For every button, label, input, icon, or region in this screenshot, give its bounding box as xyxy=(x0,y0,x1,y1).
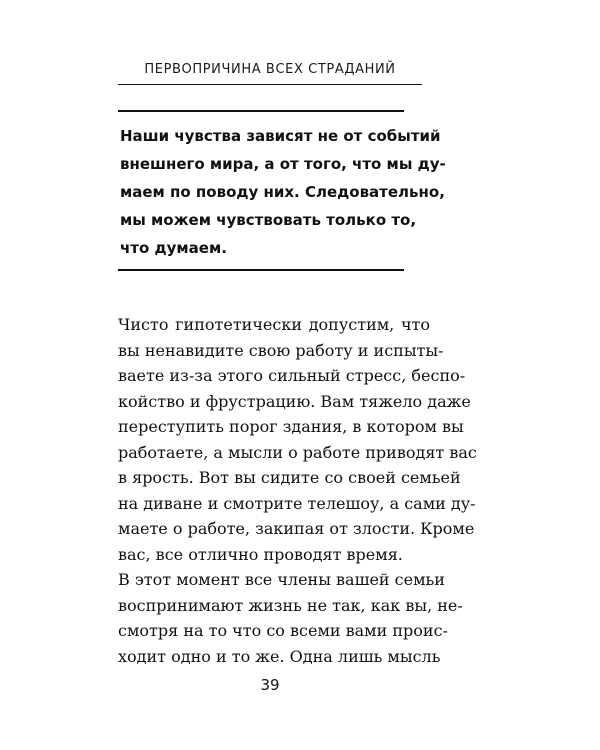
callout-line: маем по поводу них. Следовательно, xyxy=(120,183,445,201)
text-line: на диване и смотрите телешоу, а сами ду- xyxy=(118,493,476,513)
callout-quote xyxy=(120,122,446,262)
text-line: воспринимают жизнь не так, как вы, не- xyxy=(118,595,463,615)
callout-top-rule xyxy=(118,110,404,112)
text-line: маете о работе, закипая от злости. Кроме xyxy=(118,519,475,538)
callout-line: мы можем чувствовать только то, xyxy=(120,211,417,229)
callout-line: Наши чувства зависят не от событий xyxy=(120,127,441,145)
text-line: смотря на то что со всеми вами проис- xyxy=(118,621,448,640)
callout-line: что думаем. xyxy=(120,239,227,257)
callout-line: внешнего мира, а от того, что мы ду- xyxy=(120,155,446,173)
running-head: ПЕРВОПРИЧИНА ВСЕХ СТРАДАНИЙ xyxy=(144,62,396,77)
page-number: 39 xyxy=(260,676,280,694)
text-line: переступить порог здания, в котором вы xyxy=(118,417,464,436)
text-line: Чисто гипотетически допустим, что xyxy=(118,315,430,334)
callout-bottom-rule xyxy=(118,269,404,271)
running-head-rule xyxy=(118,84,422,85)
text-line: В этот момент все члены вашей семьи xyxy=(118,570,445,589)
text-line: койство и фрустрацию. Вам тяжело даже xyxy=(118,391,471,411)
text-line: ходит одно и то же. Одна лишь мысль xyxy=(118,646,441,666)
body-paragraph xyxy=(118,312,477,567)
text-line: работаете, а мысли о работе приводят вас xyxy=(118,442,477,462)
body-paragraph xyxy=(118,567,463,669)
text-line: вы ненавидите свою работу и испыты- xyxy=(118,340,444,360)
text-line: вас, все отлично проводят время. xyxy=(118,544,403,564)
text-line: ваете из-за этого сильный стресс, беспо- xyxy=(118,366,466,385)
text-line: в ярость. Вот вы сидите со своей семьей xyxy=(118,468,461,487)
